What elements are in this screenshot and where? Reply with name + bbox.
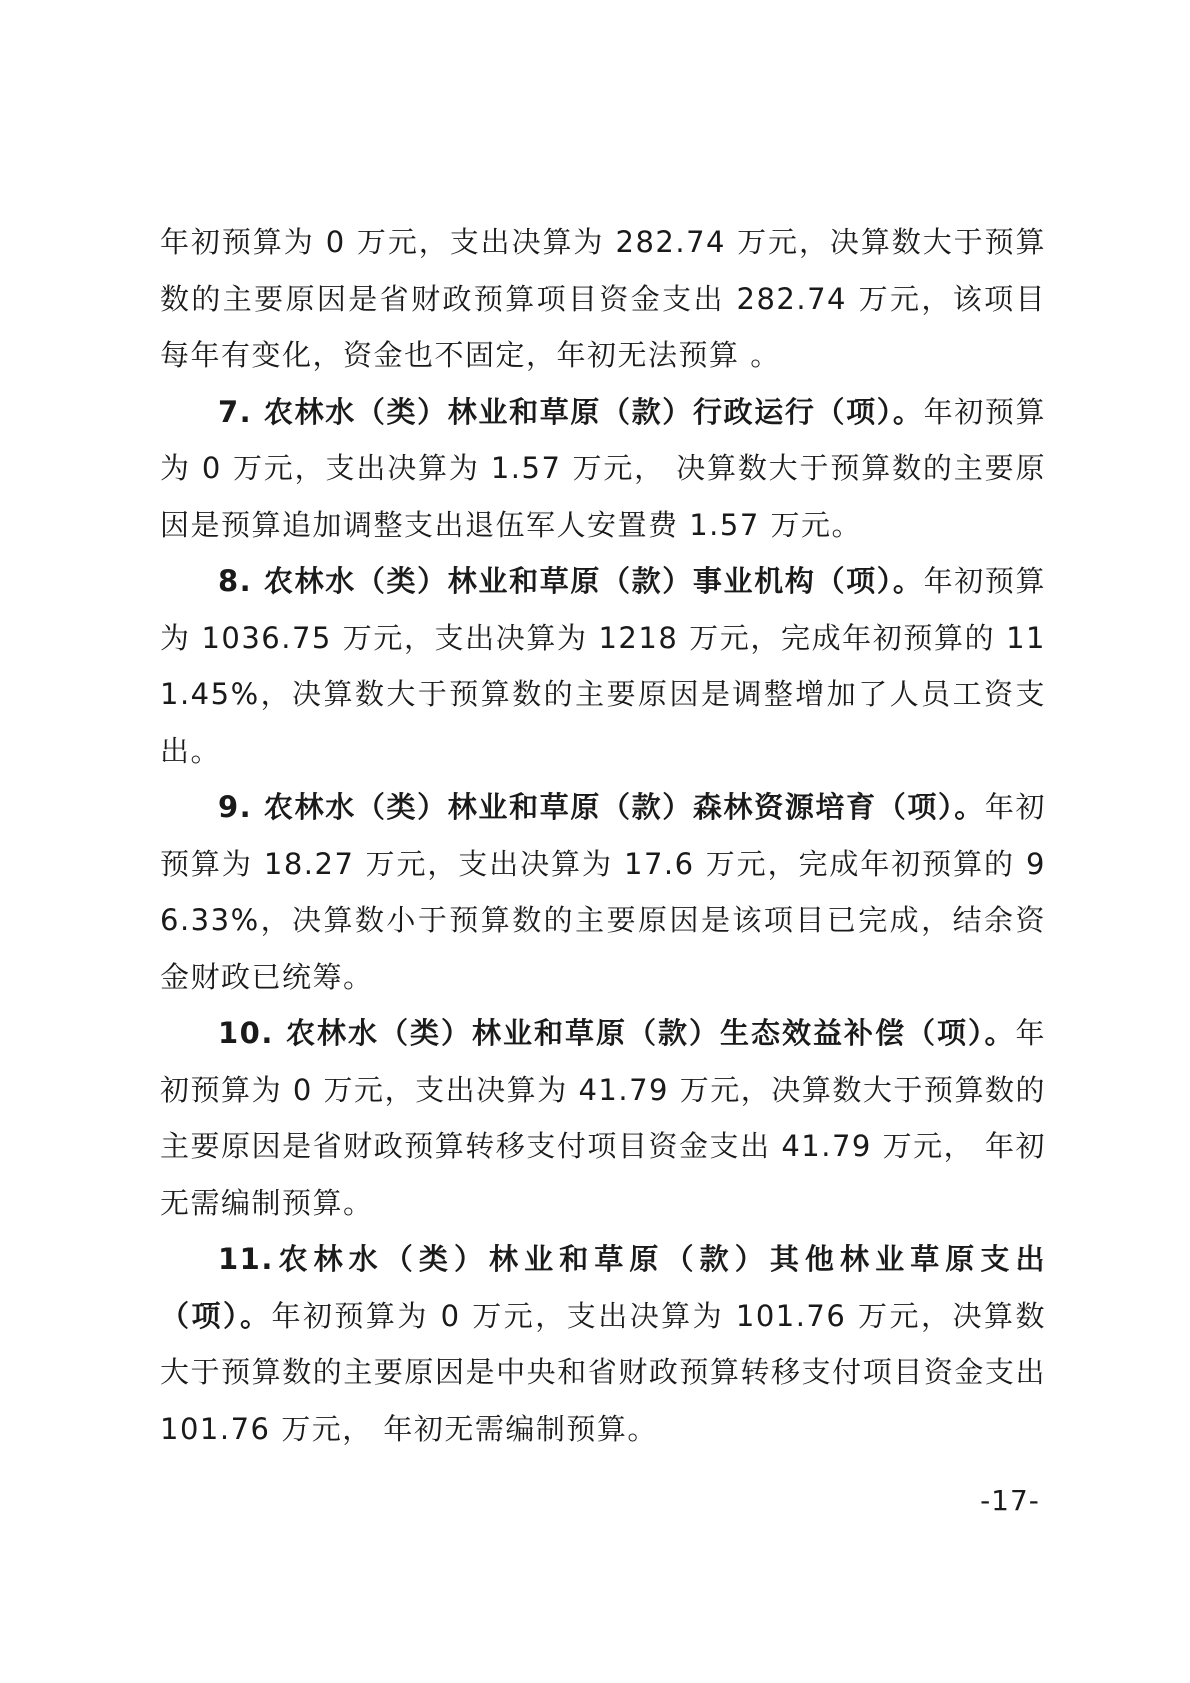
paragraph-heading: 10. 农林水（类）林业和草原（款）生态效益补偿（项）。 [218,1016,1016,1050]
document-body [160,214,1046,1457]
paragraph-item-10 [160,1005,1046,1231]
paragraph-text: 年初预算为 0 万元，支出决算为 282.74 万元，决算数大于预算数的主要原因是省财政预算项目资金支出 282.74 万元，该项目每年有变化，资金也不固定，年初无法预算 。 [160,225,1046,372]
paragraph-text: 年初预算为 0 万元，支出决算为 41.79 万元，决算数大于预算数的主要原因是省财政预算转移支付项目资金支出 41.79 万元， 年初无需编制预算。 [160,1016,1046,1220]
paragraph-text: 年初预算为 18.27 万元，支出决算为 17.6 万元，完成年初预算的 96.33%，决算数小于预算数的主要原因是该项目已完成，结余资金财政已统筹。 [160,790,1046,994]
paragraph-item-11 [160,1231,1046,1457]
paragraph-text: 年初预算为 0 万元，支出决算为 1.57 万元， 决算数大于预算数的主要原因是预算追加调整支出退伍军人安置费 1.57 万元。 [160,394,1046,542]
paragraph-item-7 [160,384,1046,554]
paragraph-continuation [160,214,1046,384]
paragraph-heading: 7. 农林水（类）林业和草原（款）行政运行（项）。 [218,394,924,429]
page-number: -17- [980,1484,1040,1517]
paragraph-heading: 9. 农林水（类）林业和草原（款）森林资源培育（项）。 [218,790,985,824]
paragraph-text: 年初预算为 1036.75 万元，支出决算为 1218 万元，完成年初预算的 111.45%，决算数大于预算数的主要原因是调整增加了人员工资支出。 [160,564,1046,768]
paragraph-heading: 8. 农林水（类）林业和草原（款）事业机构（项）。 [218,564,924,598]
paragraph-item-8 [160,553,1046,779]
paragraph-item-9 [160,779,1046,1005]
paragraph-heading: 11.农林水（类）林业和草原（款）其他林业草原支出（项）。 [160,1242,1046,1333]
paragraph-text: 年初预算为 0 万元，支出决算为 101.76 万元，决算数大于预算数的主要原因是中央和省财政预算转移支付项目资金支出 101.76 万元， 年初无需编制预算。 [160,1298,1046,1446]
